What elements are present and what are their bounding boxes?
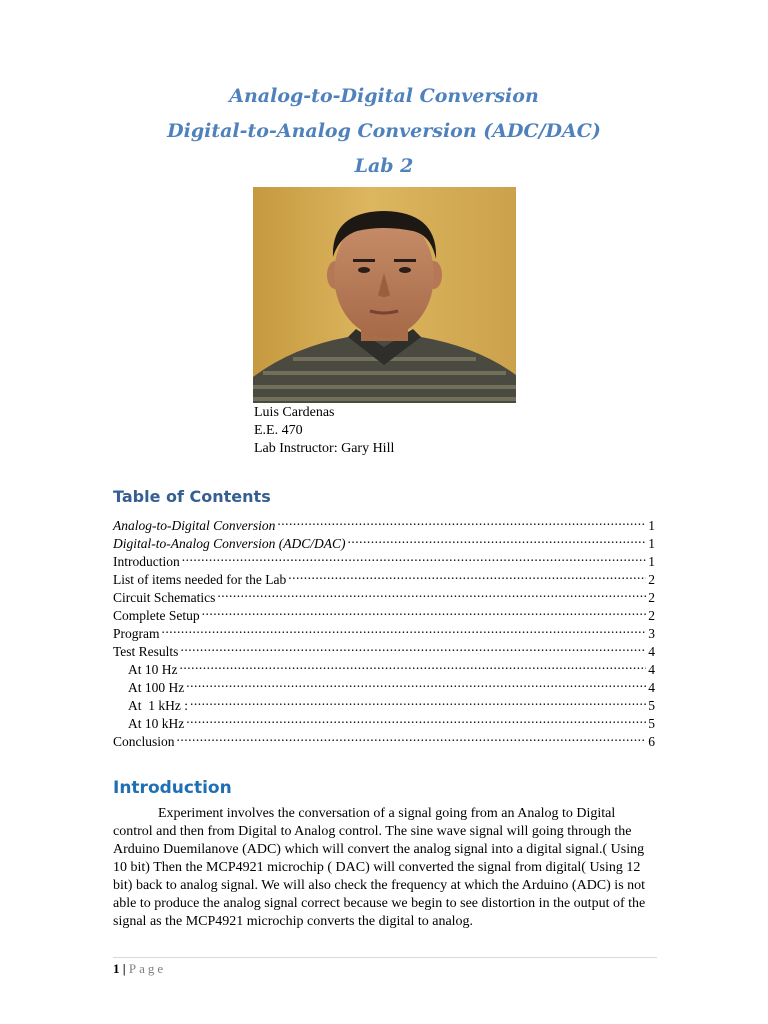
toc-entry-page: 5: [648, 716, 655, 731]
toc-leader: [180, 656, 647, 674]
toc-entry-page: 2: [648, 572, 655, 587]
toc-subentry[interactable]: [113, 692, 655, 713]
toc-entry-text: At 1 kHz :: [128, 698, 188, 713]
toc-entry-text: Program: [113, 626, 160, 641]
toc-entry-page: 5: [648, 698, 655, 713]
toc-leader: [162, 620, 647, 638]
toc-entry[interactable]: [113, 566, 655, 587]
document-title-line-1: Analog-to-Digital Conversion: [229, 85, 539, 107]
toc-subentry[interactable]: [113, 656, 655, 677]
toc-entry-page: 4: [648, 680, 655, 695]
toc-entry-page: 3: [648, 626, 655, 641]
toc-subentry[interactable]: [113, 710, 655, 731]
introduction-paragraph: Experiment involves the conversation of a signal going from an Analog to Digital control and then from Digital to Analog control. The sine wave signal will going through the Arduino Duemilanove (ADC) which will convert the analog signal into a digital signal.( Using 10 bit) Then the MCP4921 microchip ( DAC) will converted the signal from digital( Using 12 bit) back to analog signal. We will also check the frequency at which the Arduino (ADC) is not able to produce the analog signal correct because we begin to see distortion in the output of the signal as the MCP4921 microchip converts the digital to analog.: [113, 806, 646, 929]
toc-entry[interactable]: [113, 638, 655, 659]
toc-entry-page: 1: [648, 518, 655, 533]
toc-leader: [202, 602, 647, 620]
toc-entry-page: 6: [648, 734, 655, 749]
toc-entry-text: At 10 Hz: [128, 662, 178, 677]
toc-entry-text: Circuit Schematics: [113, 590, 216, 605]
toc-entry-page: 2: [648, 590, 655, 605]
author-photo: [253, 187, 516, 403]
toc-leader: [177, 728, 647, 746]
toc-leader: [277, 512, 646, 530]
toc-entry[interactable]: [113, 728, 655, 749]
toc-entry[interactable]: [113, 548, 655, 569]
document-title-line-2: Digital-to-Analog Conversion (ADC/DAC): [167, 120, 601, 142]
toc-entry-page: 4: [648, 662, 655, 677]
document-title-line-3: Lab 2: [354, 155, 414, 177]
toc-entry-text: At 10 kHz: [128, 716, 185, 731]
toc-leader: [186, 674, 646, 692]
toc-entry-text: Complete Setup: [113, 608, 200, 623]
page-footer: [113, 960, 166, 978]
toc-leader: [190, 692, 646, 710]
toc-leader: [217, 584, 646, 602]
toc-heading: Table of Contents: [113, 487, 271, 506]
toc-leader: [347, 530, 646, 548]
footer-separator: |: [119, 961, 129, 976]
toc-entry-text: At 100 Hz: [128, 680, 185, 695]
introduction-heading: Introduction: [113, 778, 232, 798]
table-of-contents: [113, 512, 655, 749]
toc-entry-text: Conclusion: [113, 734, 175, 749]
toc-entry-page: 1: [648, 536, 655, 551]
toc-leader: [288, 566, 646, 584]
footer-page-word: Page: [128, 961, 167, 976]
toc-entry-page: 1: [648, 554, 655, 569]
toc-leader: [180, 638, 646, 656]
footer-divider: [113, 957, 657, 958]
toc-entry-page: 4: [648, 644, 655, 659]
toc-entry-text: List of items needed for the Lab: [113, 572, 287, 587]
toc-entry-text: Digital-to-Analog Conversion (ADC/DAC): [113, 536, 346, 551]
toc-entry[interactable]: [113, 512, 655, 533]
course-number: E.E. 470: [254, 423, 303, 438]
toc-leader: [186, 710, 646, 728]
toc-entry-page: 2: [648, 608, 655, 623]
toc-subentry[interactable]: [113, 674, 655, 695]
footer-page-number: 1: [113, 961, 120, 976]
lab-instructor: Lab Instructor: Gary Hill: [254, 441, 395, 456]
author-name: Luis Cardenas: [254, 405, 335, 420]
toc-entry-text: Test Results: [113, 644, 179, 659]
toc-entry-text: Introduction: [113, 554, 180, 569]
toc-entry[interactable]: [113, 620, 655, 641]
toc-entry-text: Analog-to-Digital Conversion: [113, 518, 276, 533]
toc-leader: [182, 548, 647, 566]
